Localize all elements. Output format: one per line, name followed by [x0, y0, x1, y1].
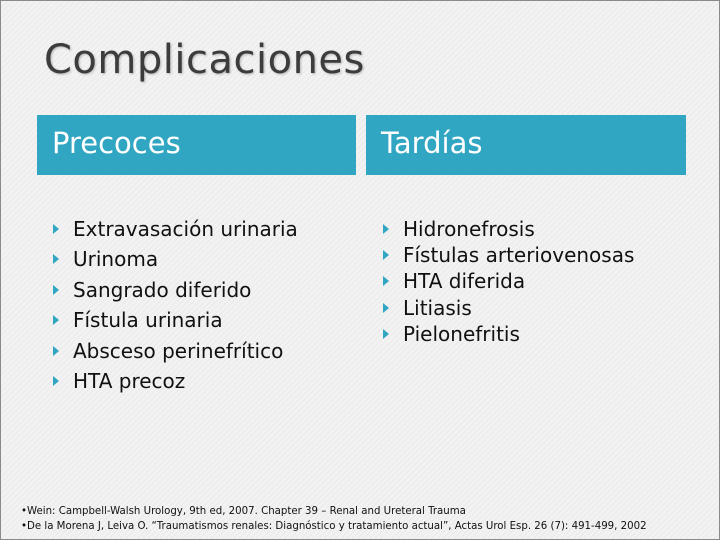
list-item-text: HTA diferida: [403, 269, 526, 294]
triangle-right-icon: [383, 276, 389, 286]
list-item: [53, 216, 298, 246]
references: [21, 504, 647, 534]
triangle-right-icon: [53, 315, 59, 325]
triangle-right-icon: [383, 303, 389, 313]
reference-item: •De la Morena J, Leiva O. “Traumatismos renales: Diagnóstico y tratamiento actual”, Actas Urol Esp. 26 (7): 491-499, 2002: [21, 521, 647, 532]
list-item: [383, 268, 634, 294]
list-item-text: HTA precoz: [73, 368, 186, 393]
list-item: [383, 242, 634, 268]
bullet-list-precoces: [53, 216, 298, 398]
list-item-text: Urinoma: [73, 247, 159, 272]
list-item-text: Fístulas arteriovenosas: [403, 243, 635, 268]
list-item: [53, 307, 298, 337]
triangle-right-icon: [53, 285, 59, 295]
triangle-right-icon: [53, 224, 59, 234]
list-item: [383, 295, 634, 321]
triangle-right-icon: [383, 329, 389, 339]
list-item: [53, 277, 298, 307]
list-item-text: Extravasación urinaria: [73, 217, 298, 241]
list-item: [383, 216, 634, 242]
list-item-text: Sangrado diferido: [73, 277, 252, 302]
column-header-precoces: Precoces: [37, 115, 356, 175]
list-item-text: Pielonefritis: [403, 321, 520, 346]
reference-item: •Wein: Campbell-Walsh Urology, 9th ed, 2007. Chapter 39 – Renal and Ureteral Trauma: [21, 506, 466, 517]
bullet-list-tardias: [383, 216, 634, 347]
list-item-text: Hidronefrosis: [403, 217, 535, 241]
list-item-text: Fístula urinaria: [73, 308, 223, 333]
triangle-right-icon: [53, 346, 59, 356]
list-item-text: Absceso perinefrítico: [73, 338, 284, 363]
list-item: [53, 338, 298, 368]
slide-title: Complicaciones: [44, 37, 365, 83]
list-item-text: Litiasis: [403, 295, 472, 320]
triangle-right-icon: [383, 250, 389, 260]
triangle-right-icon: [383, 224, 389, 234]
list-item: [383, 321, 634, 347]
column-header-tardias: Tardías: [366, 115, 686, 175]
list-item: [53, 246, 298, 276]
list-item: [53, 368, 298, 398]
triangle-right-icon: [53, 254, 59, 264]
triangle-right-icon: [53, 376, 59, 386]
